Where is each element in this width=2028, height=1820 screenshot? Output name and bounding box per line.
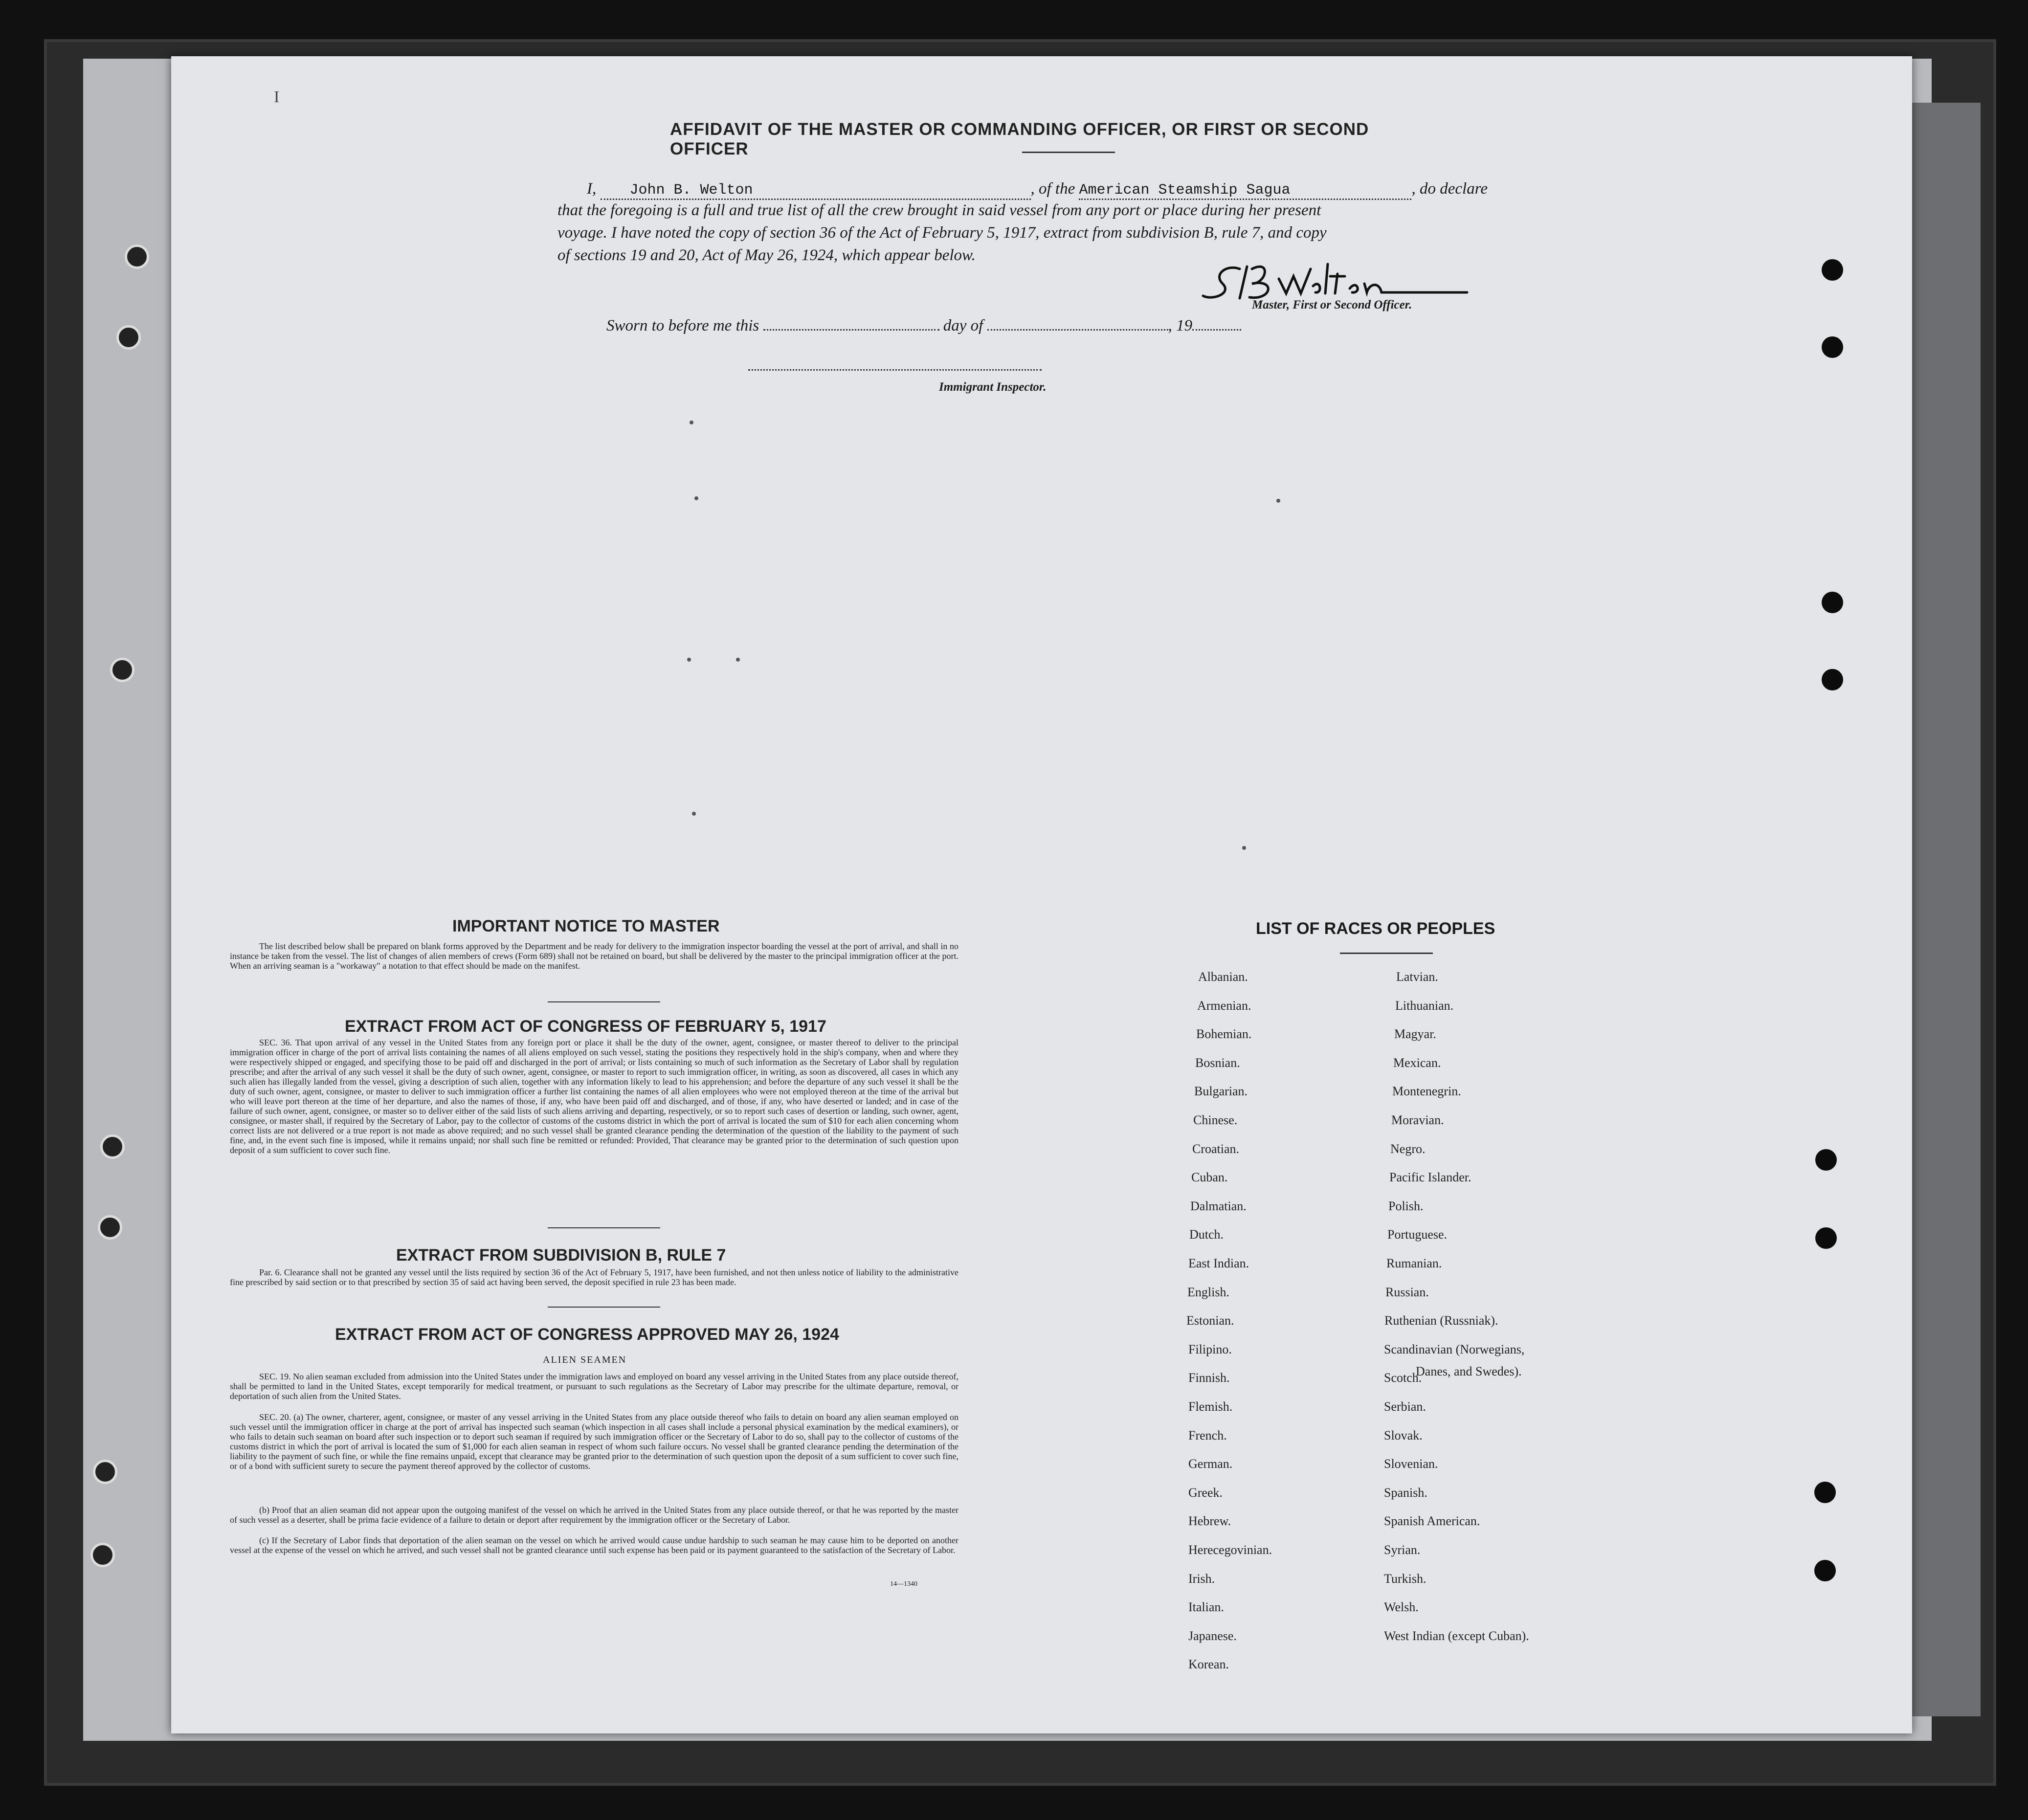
punch-hole	[1815, 1149, 1837, 1171]
sec20c-body: (c) If the Secretary of Labor finds that deportation of the alien seaman on the vessel on which he arrived would cause undue hardship to such seaman he may cause him to be deported on another vessel at the expense of the vessel on which he arrived, and such vessel shall not be granted clearance until such expense has been paid or its payment guaranteed to the satisfaction of the Secretary of Labor.	[230, 1535, 958, 1555]
binder-hole	[110, 658, 134, 682]
race-item: French.	[1188, 1428, 1227, 1443]
race-item: Syrian.	[1384, 1543, 1421, 1557]
form-number: 14—1340	[890, 1580, 917, 1588]
punch-hole	[1822, 592, 1843, 613]
sworn-month-field[interactable]	[987, 324, 1168, 331]
binder-hole	[93, 1460, 117, 1484]
race-item: Turkish.	[1384, 1572, 1426, 1586]
race-item: Lithuanian.	[1395, 999, 1454, 1013]
binder-hole	[90, 1543, 115, 1567]
race-item: Armenian.	[1197, 999, 1251, 1013]
affidavit-line-1	[587, 180, 1488, 200]
affidavit-title: AFFIDAVIT OF THE MASTER OR COMMANDING OFFICER, OR FIRST OR SECOND OFFICER	[670, 120, 1369, 158]
sworn-year-field[interactable]	[1192, 324, 1241, 331]
sec19-body: SEC. 19. No alien seaman excluded from admission into the United States under the immigration laws and employed on board any vessel arriving in the United States from any place outside thereof, shall be permitted to land in the United States, except temporarily for medical treatment, or pursuant to such regulations as the Secretary of Labor may prescribe for the ultimate departure, removal, or deportation of such alien from the United States.	[230, 1372, 958, 1401]
race-item: Italian.	[1188, 1600, 1224, 1614]
document-page	[171, 56, 1912, 1733]
speck	[690, 421, 693, 424]
race-item: Negro.	[1390, 1142, 1426, 1156]
speck	[1242, 846, 1246, 850]
notice-title: IMPORTANT NOTICE TO MASTER	[452, 917, 720, 935]
speck	[1276, 499, 1280, 503]
i-prefix: I,	[587, 180, 597, 198]
race-item: Cuban.	[1191, 1170, 1228, 1184]
race-item: Spanish American.	[1384, 1514, 1480, 1528]
corner-mark: I	[274, 88, 280, 106]
title-rule	[1022, 152, 1115, 153]
punch-hole	[1822, 669, 1843, 690]
race-item: Polish.	[1388, 1199, 1424, 1213]
race-item: Hebrew.	[1188, 1514, 1231, 1528]
do-declare-text: , do declare	[1411, 180, 1488, 198]
race-item: Latvian.	[1396, 970, 1438, 984]
alien-seamen-caption: ALIEN SEAMEN	[543, 1354, 627, 1365]
race-item: Mexican.	[1393, 1056, 1441, 1070]
sworn-day-field[interactable]	[763, 324, 939, 331]
vessel-name-field[interactable]: American Steamship Sagua	[1079, 182, 1411, 200]
race-item: English.	[1187, 1285, 1229, 1299]
race-item: Serbian.	[1384, 1399, 1426, 1414]
extract-1917-rule	[548, 1227, 660, 1228]
punch-hole	[1814, 1482, 1836, 1503]
punch-hole	[1822, 259, 1843, 281]
race-item: Pacific Islander.	[1389, 1170, 1471, 1184]
rule7-rule	[548, 1307, 660, 1308]
race-item: West Indian (except Cuban).	[1384, 1629, 1529, 1643]
of-the-text: , of the	[1030, 180, 1075, 198]
race-item: Welsh.	[1384, 1600, 1419, 1614]
binder-hole	[125, 244, 149, 269]
races-title: LIST OF RACES OR PEOPLES	[1256, 919, 1495, 938]
extract-1917-title: EXTRACT FROM ACT OF CONGRESS OF FEBRUARY 5, 1917	[345, 1017, 826, 1036]
signature-caption: Master, First or Second Officer.	[1252, 298, 1412, 311]
race-item: Herecegovinian.	[1188, 1543, 1272, 1557]
race-item: Moravian.	[1391, 1113, 1444, 1127]
race-item: Greek.	[1188, 1486, 1223, 1500]
race-item: Croatian.	[1192, 1142, 1240, 1156]
rule7-title: EXTRACT FROM SUBDIVISION B, RULE 7	[396, 1246, 726, 1265]
race-item: Russian.	[1385, 1285, 1429, 1299]
notice-body: The list described below shall be prepared on blank forms approved by the Department and be ready for delivery to the immigration inspector boarding the vessel at the port of arrival, and shall in no instance be taken from the vessel. The list of changes of alien members of crews (Form 689) shall not be retained on board, but shall be delivered by the master to the principal immigration officer at the port. When an arriving seaman is a "workaway" a notation to that effect should be made on the manifest.	[230, 941, 958, 971]
race-item: Dutch.	[1189, 1227, 1224, 1242]
extract-1924-title: EXTRACT FROM ACT OF CONGRESS APPROVED MAY 26, 1924	[335, 1325, 839, 1344]
race-item: Filipino.	[1188, 1342, 1232, 1356]
race-item: Slovak.	[1384, 1428, 1423, 1443]
race-item: Spanish.	[1384, 1486, 1427, 1500]
races-rule	[1340, 953, 1433, 954]
race-continuation: Danes, and Swedes).	[1416, 1364, 1522, 1378]
race-item: Chinese.	[1193, 1113, 1238, 1127]
sworn-prefix: Sworn to before me this	[606, 317, 759, 334]
binder-hole	[100, 1134, 125, 1159]
day-of-text: day of	[943, 317, 983, 334]
affidavit-line-4: of sections 19 and 20, Act of May 26, 1924, which appear below.	[557, 246, 976, 264]
race-item: Dalmatian.	[1190, 1199, 1247, 1213]
sec20a-body: SEC. 20. (a) The owner, charterer, agent, consignee, or master of any vessel arriving in the United States from any place outside thereof who fails to detain on board any alien seaman employed on such vessel until the immigration officer in charge at the port of arrival has inspected such seaman (which inspection in all cases shall include a personal physical examination by the medical examiners), or who fails to detain such seaman on board after such inspection or to deport such seaman if required by such immigration officer or the Secretary of Labor to do so, shall pay to the collector of customs of the customs district in which the port of arrival is located the sum of $1,000 for each alien seaman in respect of whom such failure occurs. No vessel shall be granted clearance pending the determination of the liability to the payment of such fine, or while the fine remains unpaid, except that clearance may be granted prior to the determination of such question upon the deposit of a sum sufficient to cover such fine, or of a bond with sufficient surety to secure the payment thereof approved by the collector of customs.	[230, 1412, 958, 1471]
race-item: Korean.	[1188, 1657, 1229, 1671]
binder-hole	[98, 1215, 122, 1240]
rule7-body: Par. 6. Clearance shall not be granted any vessel until the lists required by section 36 of the Act of February 5, 1917, have been furnished, and not then unless notice of liability to the administrative fine prescribed by said section or to that prescribed by section 35 of said act having been served, the deposit specified in rule 23 has been made.	[230, 1267, 958, 1287]
master-name-field[interactable]: John B. Welton	[601, 182, 1031, 200]
speck	[687, 658, 691, 662]
race-item: Flemish.	[1188, 1399, 1233, 1414]
speck	[692, 812, 696, 816]
binder-hole	[116, 325, 141, 350]
affidavit-line-2: that the foregoing is a full and true list of all the crew brought in said vessel from any port or place during her present	[557, 201, 1321, 219]
notice-rule	[548, 1001, 660, 1002]
punch-hole	[1814, 1560, 1836, 1581]
sworn-line	[606, 317, 1241, 335]
race-item: Magyar.	[1394, 1027, 1436, 1041]
sec20b-body: (b) Proof that an alien seaman did not appear upon the outgoing manifest of the vessel on which he arrived in the United States from any place outside thereof, or that he was reported by the master of such vessel as a deserter, shall be prima facie evidence of a failure to detain or deport after requirement by the immigration officer or the Secretary of Labor.	[230, 1505, 958, 1525]
speck	[694, 496, 698, 500]
race-item: Scotch.	[1384, 1371, 1422, 1385]
race-item: German.	[1188, 1457, 1233, 1471]
race-item: Japanese.	[1188, 1629, 1237, 1643]
race-item: Rumanian.	[1386, 1256, 1442, 1270]
race-item: Albanian.	[1198, 970, 1248, 984]
year-text: , 19	[1168, 317, 1193, 334]
inspector-caption: Immigrant Inspector.	[939, 380, 1047, 394]
race-item: Irish.	[1188, 1572, 1215, 1586]
race-item: East Indian.	[1188, 1256, 1249, 1270]
race-item: Scandinavian (Norwegians,	[1384, 1342, 1525, 1356]
punch-hole	[1822, 336, 1843, 358]
race-item: Bosnian.	[1195, 1056, 1240, 1070]
extract-1917-body: SEC. 36. That upon arrival of any vessel in the United States from any foreign port or place it shall be the duty of the owner, agent, consignee, or master thereof to deliver to the principal immigration officer in charge of the port of arrival lists containing the names of all aliens employed on such vessel, stating the positions they respectively hold in the ship's company, when and where they were respectively shipped or engaged, and specifying those to be paid off and discharged in the port of arrival; or lists containing so much of such information as the Secretary of Labor shall by regulation prescribe; and after the arrival of any such vessel it shall be the duty of such owner, agent, consignee, or master to report to such immigration officer, in writing, as soon as discovered, all cases in which any such alien has illegally landed from the vessel, giving a description of such alien, together with any information likely to lead to his apprehension; and before the departure of any such vessel it shall be the duty of such owner, agent, consignee, or master to deliver to such immigration officer a further list containing the names of all alien employees who were not employed thereon at the time of the arrival but who will leave port thereon at the time of her departure, and also the names of those, if any, who have been paid off and discharged, and of those, if any, who have deserted or landed; and in case of the failure of such owner, agent, consignee, or master so to deliver either of the said lists of such aliens arriving and departing, respectively, or so to report such cases of desertion or landing, such owner, agent, consignee, or master shall, if required by the Secretary of Labor, pay to the collector of customs of the customs district in which the port of arrival is located the sum of $10 for each alien concerning whom correct lists are not delivered or a true report is not made as above required; and no such vessel shall be granted clearance pending the determination of the question of the liability to the payment of such fine, and, in the event such fine is imposed, while it remains unpaid; nor shall such fine be remitted or refunded: Provided, That clearance may be granted prior to the determination of such question upon deposit of a sum sufficient to cover such fine.	[230, 1038, 958, 1155]
speck	[736, 658, 740, 662]
affidavit-line-3: voyage. I have noted the copy of section 36 of the Act of February 5, 1917, extract from subdivision B, rule 7, and copy	[557, 224, 1327, 242]
race-item: Finnish.	[1188, 1371, 1230, 1385]
race-item: Montenegrin.	[1392, 1084, 1461, 1098]
race-item: Bulgarian.	[1194, 1084, 1248, 1098]
race-item: Slovenian.	[1384, 1457, 1438, 1471]
race-item: Portuguese.	[1387, 1227, 1448, 1242]
race-item: Estonian.	[1186, 1313, 1234, 1328]
race-item: Ruthenian (Russniak).	[1384, 1313, 1498, 1328]
race-item: Bohemian.	[1196, 1027, 1252, 1041]
inspector-signature-line[interactable]	[748, 369, 1042, 371]
punch-hole	[1815, 1227, 1837, 1249]
